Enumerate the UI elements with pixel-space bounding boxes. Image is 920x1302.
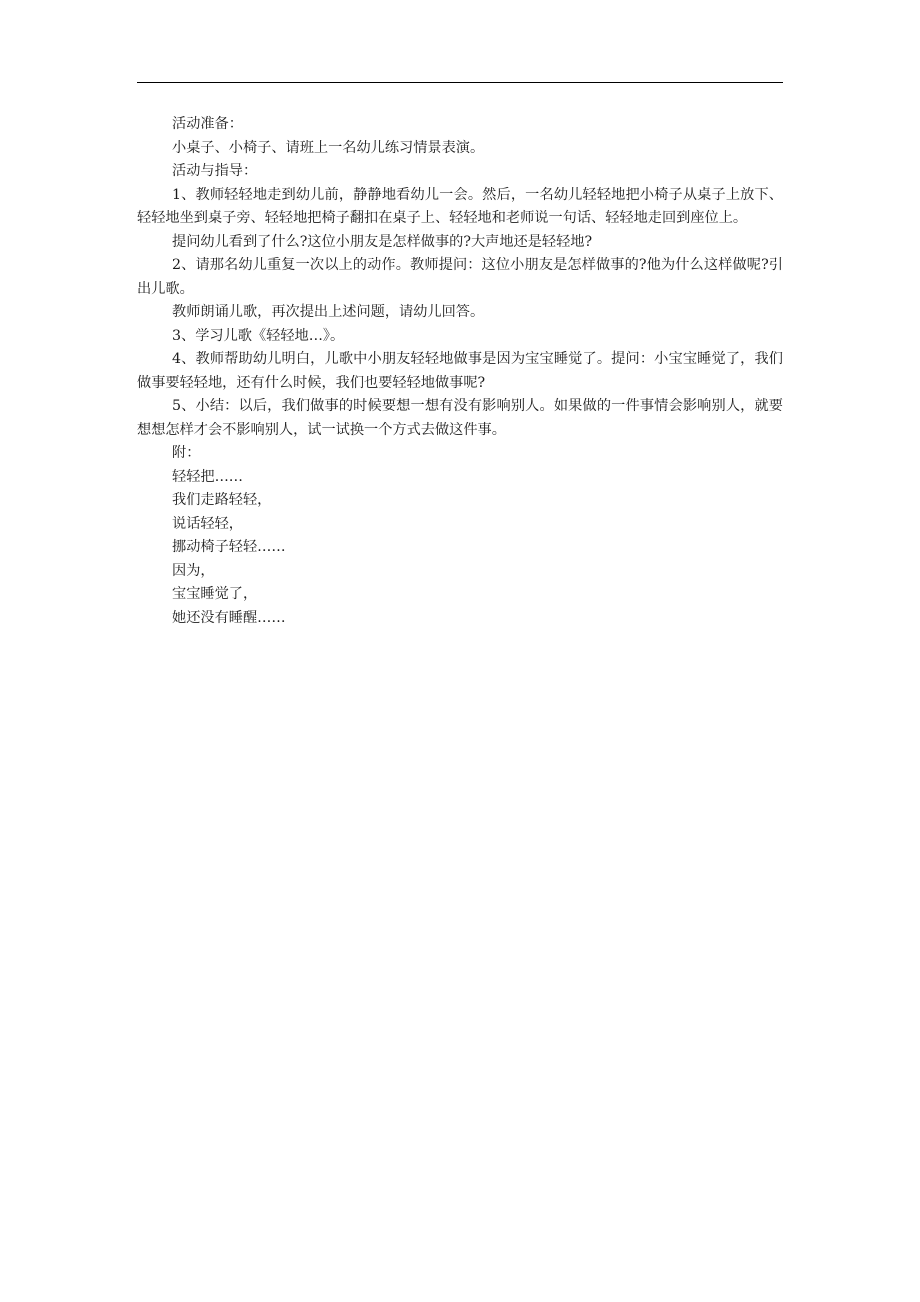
step-3: 3、学习儿歌《轻轻地…》。 (172, 327, 345, 344)
poem-line: 我们走路轻轻， (172, 492, 272, 508)
poem-line: 说话轻轻， (172, 515, 243, 532)
step-2: 2、请那名幼儿重复一次以上的动作。教师提问：这位小朋友是怎样做事的?他为什么这样做呢?引出儿歌。 (137, 257, 783, 297)
appendix-label: 附： (172, 445, 201, 461)
preparation-text: 小桌子、小椅子、请班上一名幼儿练习情景表演。 (172, 139, 485, 156)
poem-line: 宝宝睡觉了， (172, 586, 258, 602)
step-5: 5、小结：以后，我们做事的时候要想一想有没有影响别人。如果做的一件事情会影响别人，就要想想怎样才会不影响别人，试一试换一个方式去做这件事。 (137, 398, 783, 438)
poem-line: 她还没有睡醒…… (172, 609, 286, 626)
document-body (137, 113, 783, 630)
question-1: 提问幼儿看到了什么?这位小朋友是怎样做事的?大声地还是轻轻地? (172, 233, 593, 250)
header-rule (137, 82, 783, 83)
heading-preparation: 活动准备： (172, 116, 243, 132)
poem-line: 挪动椅子轻轻…… (172, 539, 286, 555)
heading-activity: 活动与指导： (172, 163, 258, 179)
step-1: 1、教师轻轻地走到幼儿前，静静地看幼儿一会。然后，一名幼儿轻轻地把小椅子从桌子上放下、轻轻地坐到桌子旁、轻轻地把椅子翻扣在桌子上、轻轻地和老师说一句话、轻轻地走回到座位上。 (137, 186, 783, 226)
poem-line: 轻轻把…… (172, 468, 243, 485)
recite-text: 教师朗诵儿歌，再次提出上述问题，请幼儿回答。 (172, 304, 485, 320)
step-4: 4、教师帮助幼儿明白，儿歌中小朋友轻轻地做事是因为宝宝睡觉了。提问：小宝宝睡觉了，我们做事要轻轻地，还有什么时候，我们也要轻轻地做事呢? (137, 351, 783, 391)
poem-line: 因为， (172, 562, 215, 579)
